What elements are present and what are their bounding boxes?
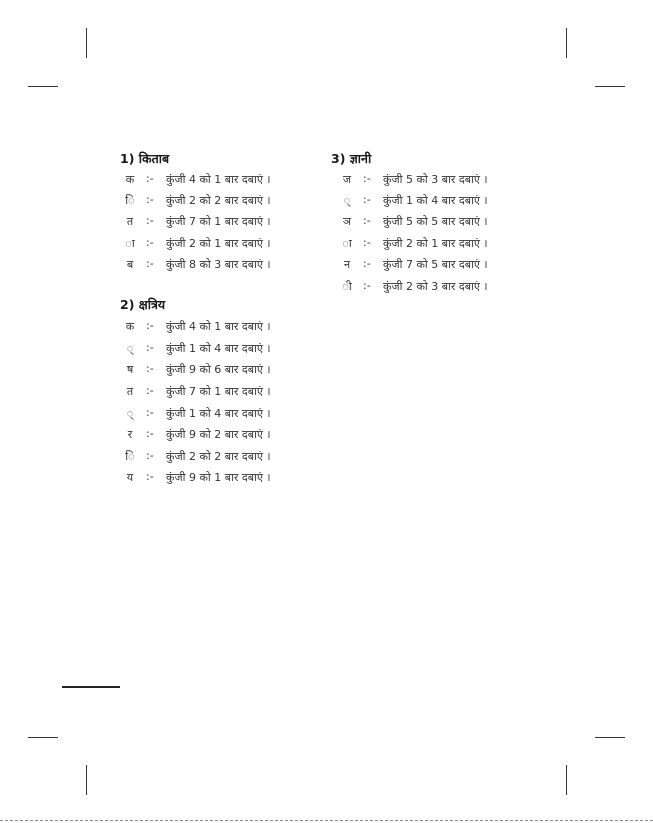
key-instruction: कुंजी 5 को 5 बार दबाएं । [383,215,488,228]
separator: :- [146,341,154,354]
separator: :- [363,193,371,206]
key-instruction: कुंजी 9 को 1 बार दबाएं । [166,471,271,484]
crop-mark-bottom-left-v [86,765,87,795]
key-instruction: कुंजी 4 को 1 बार दबाएं । [166,320,271,333]
character: ज [342,173,352,186]
key-instruction: कुंजी 1 को 4 बार दबाएं । [166,342,271,355]
character: न [343,258,351,271]
key-instruction: कुंजी 9 को 2 बार दबाएं । [166,428,271,441]
character: त [126,385,134,398]
key-instruction: कुंजी 2 को 2 बार दबाएं । [166,194,271,207]
crop-mark-top-left-h [28,86,58,87]
key-instruction: कुंजी 2 को 2 बार दबाएं । [166,450,271,463]
separator: :- [146,214,154,227]
separator: :- [146,319,154,332]
crop-mark-top-right-v [566,28,567,58]
footer-rule [62,686,120,688]
crop-mark-top-right-h [595,86,625,87]
section-title: 1) किताब [120,151,170,166]
section-kitab [120,150,310,280]
character: ् [126,407,134,420]
crop-mark-top-left-v [86,28,87,58]
character: क [125,173,135,186]
separator: :- [146,427,154,440]
section-title: 3) ज्ञानी [331,151,372,166]
separator: :- [146,449,154,462]
character: क [125,320,135,333]
key-instruction: कुंजी 7 को 1 बार दबाएं । [166,385,271,398]
separator: :- [146,406,154,419]
separator: :- [363,279,371,292]
key-instruction: कुंजी 7 को 1 बार दबाएं । [166,215,271,228]
separator: :- [146,470,154,483]
section-gyani [331,150,531,300]
character: ् [343,194,351,207]
key-instruction: कुंजी 2 को 3 बार दबाएं । [383,280,488,293]
separator: :- [146,257,154,270]
page-edge-line [0,820,653,822]
crop-mark-bottom-right-v [566,765,567,795]
character: र [127,428,133,441]
character: ् [126,342,134,355]
key-instruction: कुंजी 7 को 5 बार दबाएं । [383,258,488,271]
crop-mark-bottom-right-h [595,737,625,738]
character: त [126,215,134,228]
key-instruction: कुंजी 2 को 1 बार दबाएं । [383,237,488,250]
separator: :- [146,193,154,206]
separator: :- [363,172,371,185]
character: ा [342,237,352,250]
separator: :- [363,214,371,227]
separator: :- [146,236,154,249]
section-title: 2) क्षत्रिय [120,297,166,312]
separator: :- [363,257,371,270]
character: ि [125,450,135,463]
key-instruction: कुंजी 1 को 4 बार दबाएं । [383,194,488,207]
separator: :- [146,384,154,397]
character: ञ [342,215,352,228]
crop-mark-bottom-left-h [28,737,58,738]
key-instruction: कुंजी 8 को 3 बार दबाएं । [166,258,271,271]
character: ी [342,280,352,293]
character: ा [125,237,135,250]
key-instruction: कुंजी 9 को 6 बार दबाएं । [166,363,271,376]
section-kshatriya [120,296,310,491]
separator: :- [146,172,154,185]
character: ष [126,363,134,376]
character: ि [125,194,135,207]
separator: :- [363,236,371,249]
key-instruction: कुंजी 1 को 4 बार दबाएं । [166,407,271,420]
character: य [126,471,134,484]
key-instruction: कुंजी 4 को 1 बार दबाएं । [166,173,271,186]
separator: :- [146,362,154,375]
character: ब [126,258,134,271]
key-instruction: कुंजी 2 को 1 बार दबाएं । [166,237,271,250]
key-instruction: कुंजी 5 को 3 बार दबाएं । [383,173,488,186]
